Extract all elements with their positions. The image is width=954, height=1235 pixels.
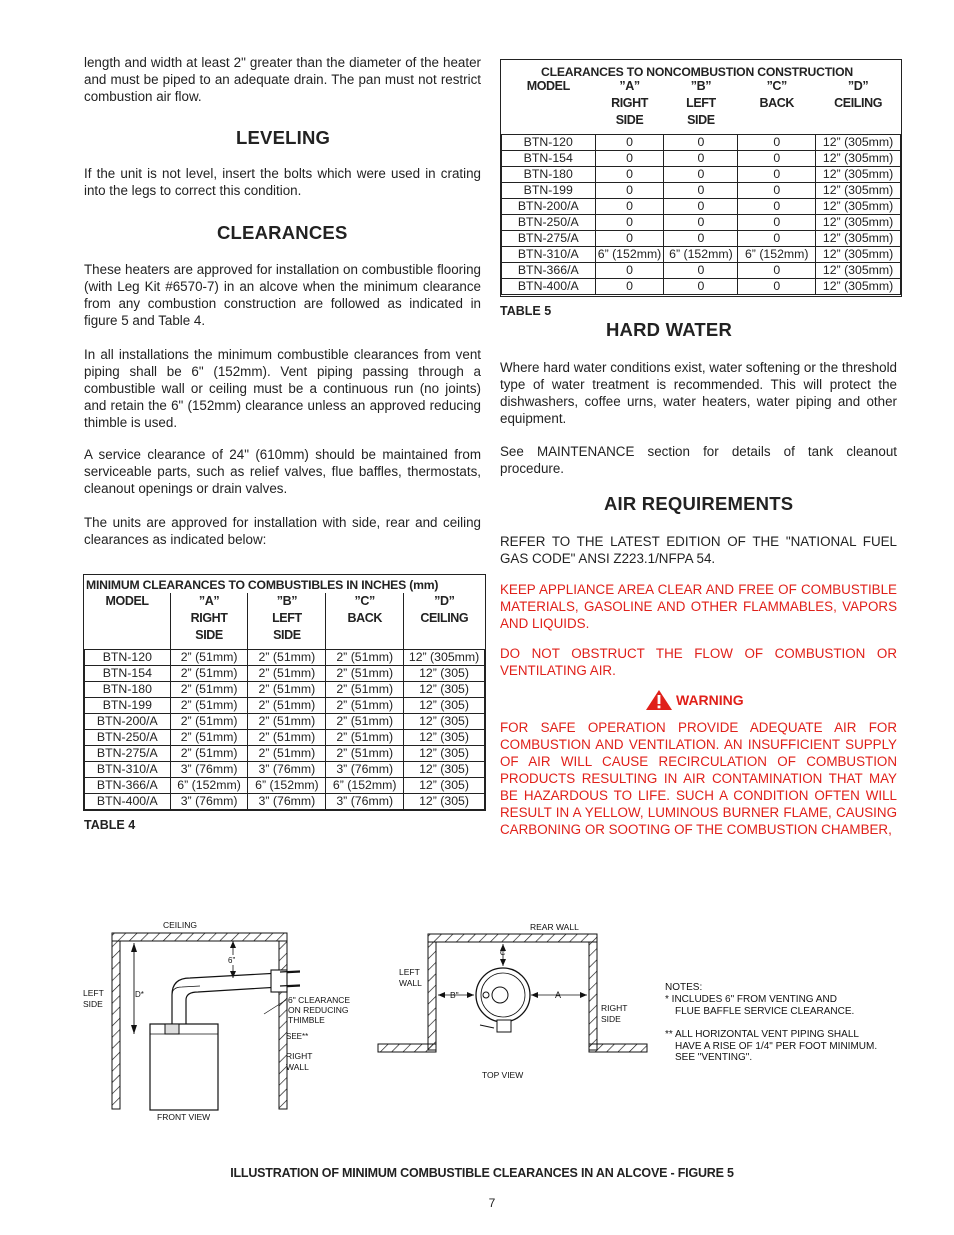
table-row [85, 697, 485, 713]
clearance-cell: 2” (51mm) [248, 713, 326, 729]
clearance-cell: 2” (51mm) [248, 665, 326, 681]
model-cell: BTN-120 [85, 649, 171, 665]
table-4-title: MINIMUM CLEARANCES TO COMBUSTIBLES IN INCHES (mm) [86, 578, 439, 592]
clearance-cell: 0 [595, 166, 664, 182]
right-wall-label-1: RIGHT [286, 1051, 313, 1061]
right-wall-label-2: WALL [286, 1062, 309, 1072]
clearance-cell: 3” (76mm) [326, 793, 404, 809]
clearance-cell: 3” (76mm) [326, 761, 404, 777]
clearance-cell: 0 [664, 278, 738, 294]
clearance-cell: 0 [664, 230, 738, 246]
clearance-cell: 12” (305) [404, 745, 485, 761]
table-4 [83, 574, 486, 811]
clearance-cell: 3” (76mm) [170, 761, 248, 777]
clearance-cell: 0 [738, 262, 816, 278]
clearance-cell: 6” (152mm) [326, 777, 404, 793]
table-4-grid [84, 593, 485, 810]
air-warning-paragraph: FOR SAFE OPERATION PROVIDE ADEQUATE AIR FOR COMBUSTION AND VENTILATION. AN INSUFFICIENT SUPPLY OF AIR WILL CAUSE RECIRCULATION OF COMBUSTION PRODUCTS RESULTING IN AIR CONTAMINATION THAT MAY BE HAZARDOUS TO LIFE. SUCH A CONDITION OFTEN WILL RESULT IN A YELLOW, LUMINOUS BURNER FLAME, CAUSING CARBONING OR SOOTING OF THE COMBUSTION CHAMBER, [500, 720, 897, 837]
clearance-cell: 2” (51mm) [248, 729, 326, 745]
figure-5-illustration [0, 900, 954, 1140]
air-paragraph-1: REFER TO THE LATEST EDITION OF THE "NATIONAL FUEL GAS CODE" ANSI Z223.1/NFPA 54. [500, 534, 897, 566]
table-5-col-b: ”B” LEFT SIDE [686, 79, 716, 127]
clearance-cell: 6” (152mm) [170, 777, 248, 793]
clearance-cell: 6” (152mm) [664, 246, 738, 262]
table-row [502, 278, 901, 294]
clearance-cell: 2” (51mm) [248, 681, 326, 697]
clearances-paragraph-1: These heaters are approved for installation on combustible flooring (with Leg Kit #6570-7) in an alcove when the minimum clearance from any combustion construction are followed as indicated in figure 5 and Table 4. [84, 262, 481, 328]
clearance-cell: 2” (51mm) [248, 745, 326, 761]
model-cell: BTN-366/A [502, 262, 596, 278]
clearance-cell: 0 [664, 166, 738, 182]
clearance-cell: 12” (305mm) [816, 246, 901, 262]
table-row [85, 649, 485, 665]
table-4-label: TABLE 4 [84, 818, 136, 832]
clearance-cell: 0 [664, 262, 738, 278]
hard-water-heading: HARD WATER [606, 319, 733, 340]
clearance-cell: 2” (51mm) [326, 681, 404, 697]
leveling-paragraph: If the unit is not level, insert the bolts which were used in crating into the legs to correct this condition. [84, 166, 481, 198]
model-cell: BTN-154 [85, 665, 171, 681]
clearance-cell: 2” (51mm) [170, 697, 248, 713]
clearance-cell: 0 [595, 182, 664, 198]
clearance-cell: 0 [595, 214, 664, 230]
model-cell: BTN-366/A [85, 777, 171, 793]
table-row [502, 198, 901, 214]
table-5-col-c: ”C” BACK [759, 79, 794, 110]
left-wall-label-1: LEFT [399, 967, 420, 977]
hard-water-paragraph-2: See MAINTENANCE section for details of tank cleanout procedure. [500, 444, 897, 476]
left-side-label-1: LEFT [83, 988, 104, 998]
clearance-cell: 12” (305) [404, 665, 485, 681]
table-5-label: TABLE 5 [500, 304, 552, 318]
note-1-line-1: * INCLUDES 6" FROM VENTING AND [665, 994, 837, 1005]
clearances-paragraph-3: A service clearance of 24" (610mm) should be maintained from serviceable parts, such as relief valves, flue baffles, thermostats, cleanout openings or drain valves. [84, 447, 481, 496]
clearance-cell: 0 [738, 214, 816, 230]
top-view-label: TOP VIEW [482, 1070, 524, 1080]
model-cell: BTN-180 [85, 681, 171, 697]
warning-label: WARNING [676, 692, 744, 708]
warning-label-group [645, 690, 744, 710]
clearance-cell: 12” (305mm) [816, 278, 901, 294]
table-5-body [502, 134, 901, 294]
clearance-cell: 2” (51mm) [170, 665, 248, 681]
right-side-label-2: SIDE [601, 1014, 621, 1024]
clearances-paragraph-4: The units are approved for installation with side, rear and ceiling clearances as indicated below: [84, 515, 481, 547]
clearance-cell: 0 [595, 134, 664, 150]
clearance-cell: 0 [664, 198, 738, 214]
table-4-body [85, 649, 485, 809]
clearance-cell: 0 [595, 262, 664, 278]
model-cell: BTN-200/A [85, 713, 171, 729]
figure-notes [665, 982, 877, 1063]
front-view-label: FRONT VIEW [157, 1112, 211, 1122]
clearance-cell: 0 [595, 230, 664, 246]
d-dimension-label: D* [135, 990, 144, 999]
model-cell: BTN-250/A [502, 214, 596, 230]
table-row [85, 777, 485, 793]
clearance-cell: 2” (51mm) [170, 681, 248, 697]
clearance-cell: 12” (305mm) [816, 230, 901, 246]
clearance-cell: 0 [738, 166, 816, 182]
model-cell: BTN-154 [502, 150, 596, 166]
clearance-cell: 0 [664, 150, 738, 166]
table-row [502, 262, 901, 278]
table-row [502, 214, 901, 230]
a-dimension-label: A [555, 990, 562, 1000]
table-4-col-model: MODEL [85, 593, 171, 649]
table-row [85, 745, 485, 761]
clearance-cell: 3” (76mm) [248, 793, 326, 809]
clearance-cell: 12” (305) [404, 777, 485, 793]
clearance-cell: 2” (51mm) [326, 729, 404, 745]
clearance-cell: 2” (51mm) [326, 649, 404, 665]
model-cell: BTN-310/A [85, 761, 171, 777]
table-row [85, 729, 485, 745]
clearance-cell: 0 [595, 198, 664, 214]
vent-clearance-label-2: ON REDUCING [288, 1005, 349, 1015]
clearance-cell: 3” (76mm) [170, 793, 248, 809]
clearance-cell: 2” (51mm) [248, 649, 326, 665]
hard-water-paragraph-1: Where hard water conditions exist, water softening or the threshold type of water treatment is recommended. This will protect the dishwashers, coffee urns, water heaters, water piping and other equipment. [500, 360, 897, 426]
model-cell: BTN-400/A [502, 278, 596, 294]
clearances-paragraph-2: In all installations the minimum combustible clearances from vent piping shall be 6" (152mm). Vent piping passing through a combustible wall or ceiling must be a continuous run (no joints) and retain the 6" (152mm) clearance unless an approved reducing thimble is used. [84, 347, 481, 430]
table-5 [500, 59, 902, 297]
table-5-header-row [502, 78, 901, 134]
warning-triangle-icon [645, 689, 673, 711]
ceiling-label: CEILING [163, 920, 198, 930]
clearance-cell: 0 [738, 278, 816, 294]
model-cell: BTN-275/A [502, 230, 596, 246]
table-row [85, 681, 485, 697]
clearance-cell: 2” (51mm) [170, 729, 248, 745]
clearance-cell: 0 [664, 182, 738, 198]
table-row [502, 150, 901, 166]
clearances-heading: CLEARANCES [217, 222, 348, 243]
model-cell: BTN-310/A [502, 246, 596, 262]
note-2-line-1: ** ALL HORIZONTAL VENT PIPING SHALL [665, 1029, 859, 1040]
b-dimension-label: B" [450, 990, 459, 1000]
model-cell: BTN-199 [502, 182, 596, 198]
clearance-cell: 2” (51mm) [170, 649, 248, 665]
figure-5-caption: ILLUSTRATION OF MINIMUM COMBUSTIBLE CLEARANCES IN AN ALCOVE - FIGURE 5 [230, 1166, 734, 1180]
table-4-col-a: ”A” RIGHT SIDE [170, 593, 248, 649]
clearance-cell: 0 [664, 134, 738, 150]
intro-paragraph: length and width at least 2" greater than the diameter of the heater and must be piped to an adequate drain. The pan must not restrict combustion air flow. [84, 55, 481, 104]
clearance-cell: 12” (305mm) [816, 198, 901, 214]
clearance-cell: 3” (76mm) [248, 761, 326, 777]
notes-title: NOTES: [665, 982, 703, 993]
table-5-col-d: ”D” CEILING [834, 79, 883, 110]
table-row [502, 166, 901, 182]
clearance-cell: 12” (305) [404, 729, 485, 745]
table-row [502, 230, 901, 246]
rear-wall-label: REAR WALL [530, 922, 579, 932]
front-view-diagram [83, 920, 350, 1122]
note-2-line-2: HAVE A RISE OF 1/4" PER FOOT MINIMUM. [675, 1041, 878, 1052]
six-inch-label: 6" [228, 956, 236, 965]
clearance-cell: 6” (152mm) [595, 246, 664, 262]
model-cell: BTN-180 [502, 166, 596, 182]
clearance-cell: 2” (51mm) [248, 697, 326, 713]
page-number: 7 [488, 1196, 496, 1210]
model-cell: BTN-400/A [85, 793, 171, 809]
note-1-line-2: FLUE BAFFLE SERVICE CLEARANCE. [675, 1006, 855, 1017]
air-requirements-heading: AIR REQUIREMENTS [604, 493, 794, 514]
clearance-cell: 2” (51mm) [326, 745, 404, 761]
clearance-cell: 12” (305mm) [816, 182, 901, 198]
clearance-cell: 12” (305mm) [816, 214, 901, 230]
top-view-diagram [378, 922, 647, 1080]
model-cell: BTN-200/A [502, 198, 596, 214]
c-dimension-label: C [500, 948, 506, 957]
table-5-title: CLEARANCES TO NONCOMBUSTION CONSTRUCTION [540, 65, 854, 79]
vent-clearance-label-3: THIMBLE [288, 1015, 325, 1025]
model-cell: BTN-199 [85, 697, 171, 713]
table-row [502, 182, 901, 198]
air-paragraph-3: DO NOT OBSTRUCT THE FLOW OF COMBUSTION OR VENTILATING AIR. [500, 646, 897, 678]
left-wall-label-2: WALL [399, 978, 422, 988]
table-row [85, 665, 485, 681]
table-5-grid [501, 78, 901, 295]
left-side-label-2: SIDE [83, 999, 103, 1009]
clearance-cell: 0 [738, 198, 816, 214]
leveling-heading: LEVELING [236, 127, 331, 148]
clearance-cell: 12” (305mm) [816, 150, 901, 166]
clearance-cell: 12” (305mm) [816, 166, 901, 182]
clearance-cell: 2” (51mm) [170, 713, 248, 729]
note-2-line-3: SEE "VENTING". [675, 1052, 753, 1063]
model-cell: BTN-120 [502, 134, 596, 150]
clearance-cell: 12” (305) [404, 681, 485, 697]
table-row [85, 761, 485, 777]
air-paragraph-2: KEEP APPLIANCE AREA CLEAR AND FREE OF COMBUSTIBLE MATERIALS, GASOLINE AND OTHER FLAMMABLES, VAPORS AND LIQUIDS. [500, 582, 897, 631]
table-4-header-row [85, 593, 485, 649]
clearance-cell: 0 [738, 182, 816, 198]
table-row [502, 246, 901, 262]
vent-clearance-label-1: 6" CLEARANCE [288, 995, 351, 1005]
clearance-cell: 12” (305mm) [816, 262, 901, 278]
clearance-cell: 0 [664, 214, 738, 230]
clearance-cell: 0 [738, 134, 816, 150]
clearance-cell: 0 [595, 150, 664, 166]
clearance-cell: 2” (51mm) [326, 665, 404, 681]
clearance-cell: 12” (305mm) [816, 134, 901, 150]
clearance-cell: 6” (152mm) [248, 777, 326, 793]
see-note-label: SEE** [286, 1032, 309, 1041]
table-row [85, 793, 485, 809]
right-side-label-1: RIGHT [601, 1003, 628, 1013]
clearance-cell: 12” (305) [404, 697, 485, 713]
table-row [85, 713, 485, 729]
table-5-col-a: ”A” RIGHT SIDE [611, 79, 648, 127]
clearance-cell: 6” (152mm) [738, 246, 816, 262]
clearance-cell: 12” (305mm) [404, 649, 485, 665]
table-row [502, 134, 901, 150]
clearance-cell: 12” (305) [404, 761, 485, 777]
clearance-cell: 12” (305) [404, 713, 485, 729]
clearance-cell: 0 [595, 278, 664, 294]
clearance-cell: 0 [738, 230, 816, 246]
model-cell: BTN-250/A [85, 729, 171, 745]
table-4-col-b: ”B” LEFT SIDE [248, 593, 326, 649]
table-4-col-c: ”C” BACK [326, 593, 404, 649]
clearance-cell: 2” (51mm) [170, 745, 248, 761]
table-4-col-d: ”D” CEILING [420, 594, 469, 625]
table-5-col-model: MODEL [526, 79, 570, 93]
clearance-cell: 0 [738, 150, 816, 166]
clearance-cell: 2” (51mm) [326, 713, 404, 729]
model-cell: BTN-275/A [85, 745, 171, 761]
clearance-cell: 12” (305) [404, 793, 485, 809]
clearance-cell: 2” (51mm) [326, 697, 404, 713]
